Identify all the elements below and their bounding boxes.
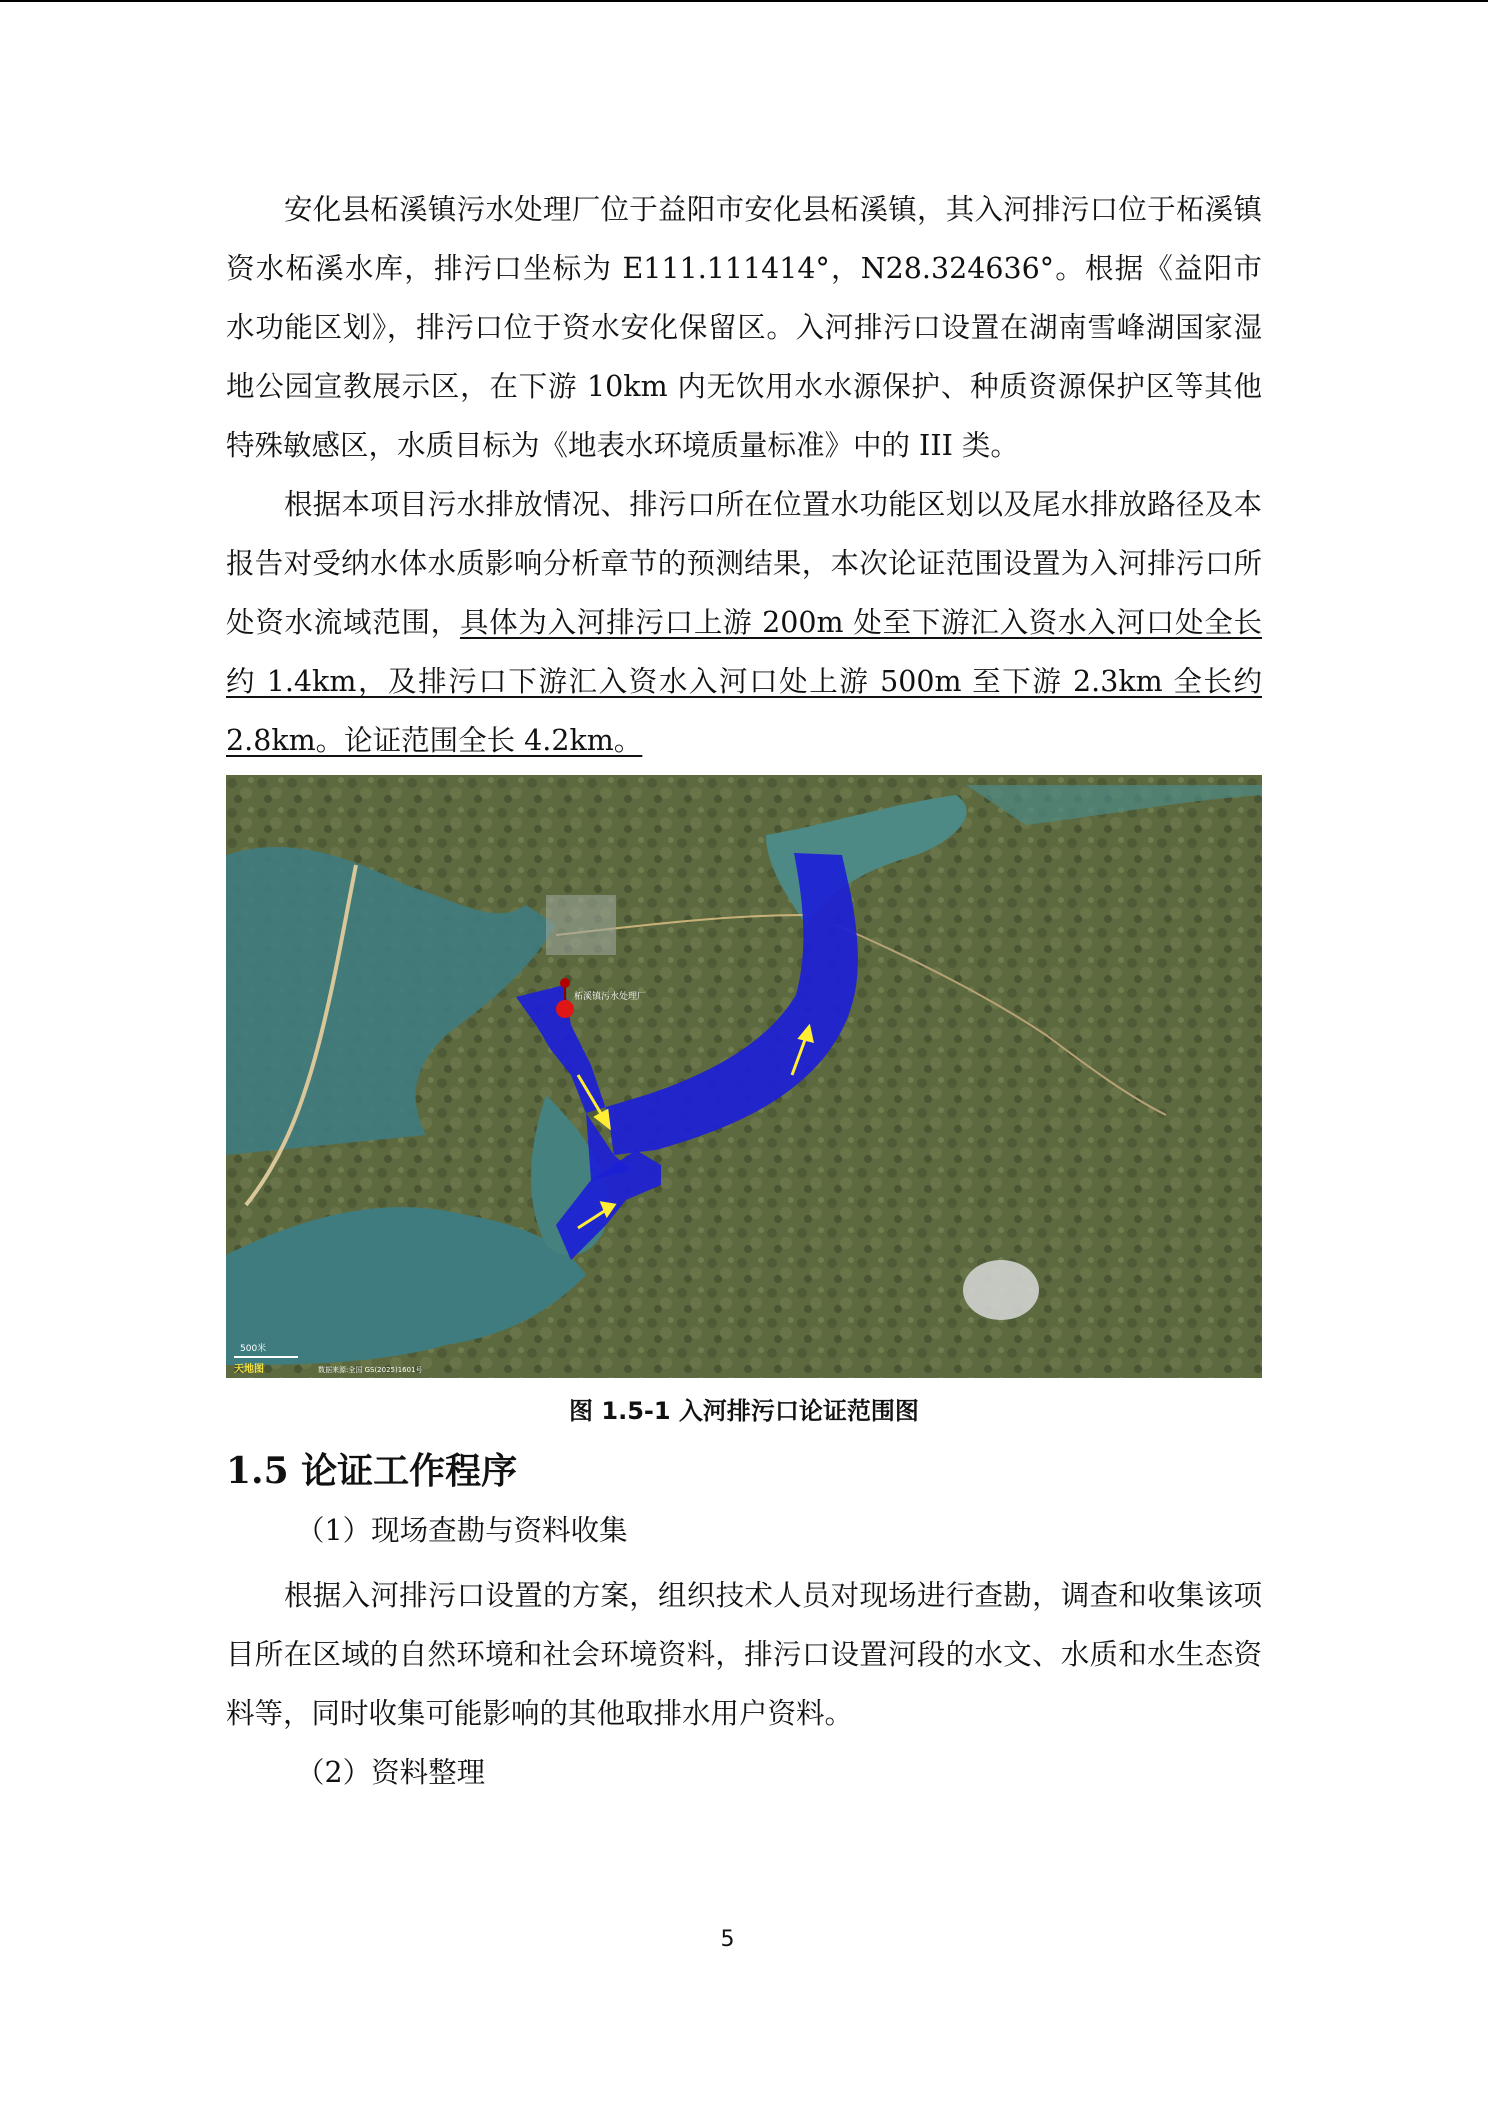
satellite-map: [226, 775, 1262, 1378]
map-svg: [226, 775, 1262, 1378]
step-2-title: （2）资料整理: [296, 1756, 486, 1789]
paragraph-2: [226, 475, 1262, 770]
plant-label: 柘溪镇污水处理厂: [574, 992, 647, 1002]
section-heading: 1.5 论证工作程序: [226, 1450, 518, 1492]
paragraph-3-text: 根据入河排污口设置的方案，组织技术人员对现场进行查勘，调查和收集该项目所在区域的自然环境和社会环境资料，排污口设置河段的水文、水质和水生态资料等，同时收集可能影响的其他取排水用户资料。: [226, 1579, 1262, 1730]
paragraph-3: [226, 1566, 1262, 1743]
map-copyright: 数据来源:全国 GS(2025)1601号: [318, 1366, 423, 1374]
map-logo: 天地图: [234, 1364, 264, 1375]
paragraph-2-plain: 根据本项目污水排放情况、排污口所在位置水功能区划以及尾水排放路径及本报告对受纳水体水质影响分析章节的预测结果，本次论证范围设置为入河排污口所处资水流域范围，: [226, 488, 1262, 639]
town-area: [546, 895, 616, 955]
scale-label: 500米: [240, 1344, 267, 1354]
body-text-top: [226, 180, 1262, 770]
quarry-patch: [963, 1260, 1039, 1320]
body-text-bottom: [226, 1566, 1262, 1743]
figure-caption: 图 1.5-1 入河排污口论证范围图: [569, 1397, 919, 1425]
paragraph-1-text: 安化县柘溪镇污水处理厂位于益阳市安化县柘溪镇，其入河排污口位于柘溪镇资水柘溪水库，排污口坐标为 E111.111414°，N28.324636°。根据《益阳市水功能区划》，排污口位于资水安化保留区。入河排污口设置在湖南雪峰湖国家湿地公园宣教展示区，在下游 10km 内无饮用水水源保护、种质资源保护区等其他特殊敏感区，水质目标为《地表水环境质量标准》中的 III 类。: [226, 193, 1262, 462]
step-1-title: （1）现场查勘与资料收集: [296, 1514, 628, 1547]
page-number: 5: [720, 1927, 735, 1952]
paragraph-1: [226, 180, 1262, 770]
paragraph-2-underlined: 具体为入河排污口上游 200m 处至下游汇入资水入河口处全长约 1.4km，及排污口下游汇入资水入河口处上游 500m 至下游 2.3km 全长约 2.8km。论证范围全长 4.2km。: [226, 606, 1262, 757]
page-top-border: [0, 0, 1488, 2]
